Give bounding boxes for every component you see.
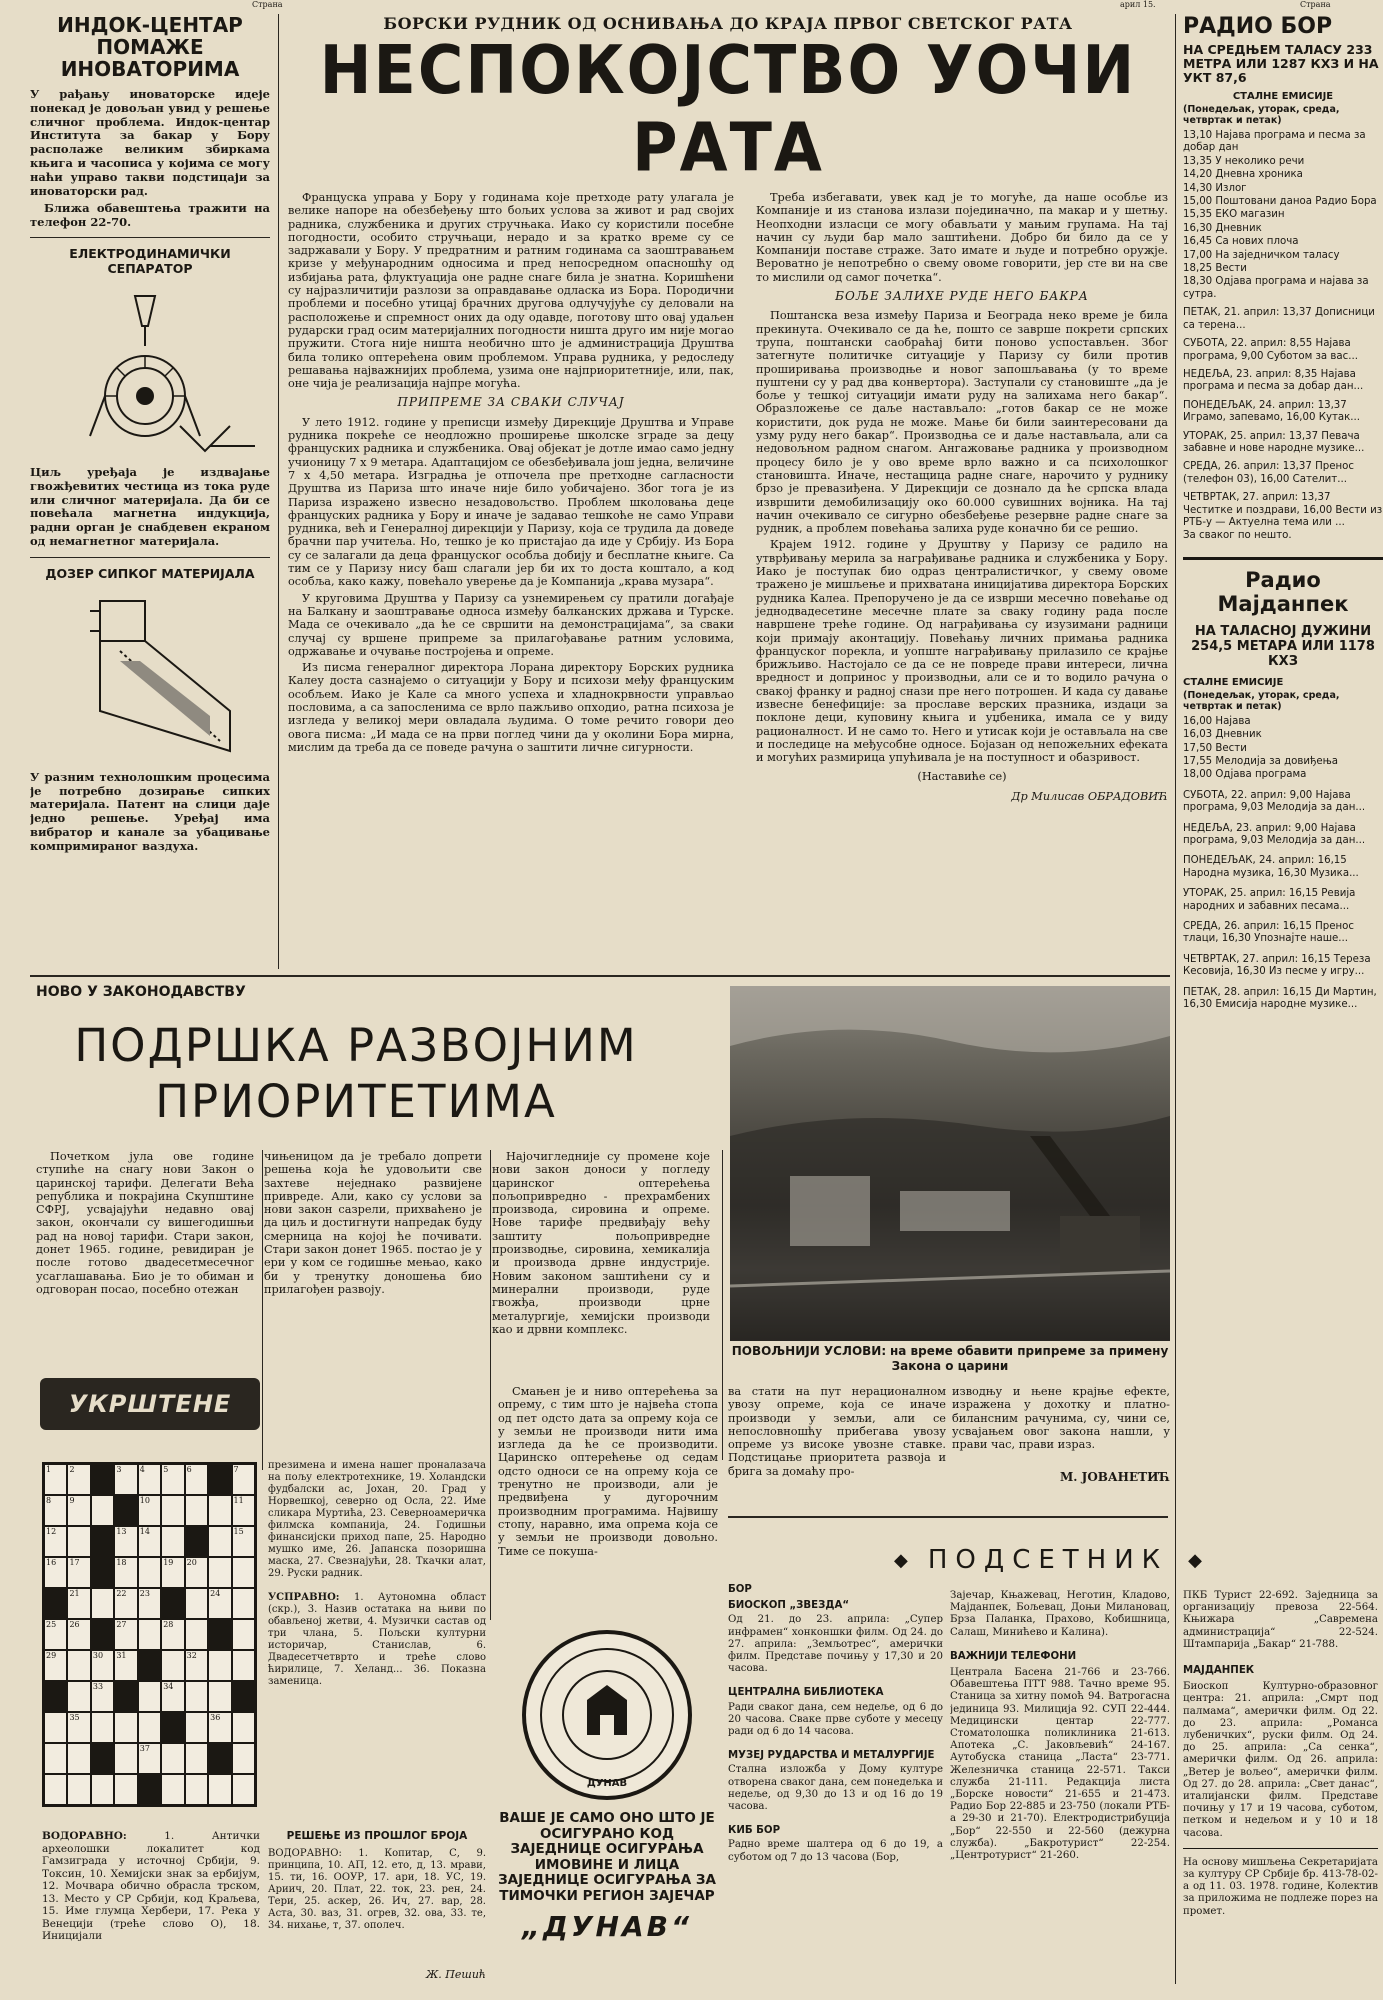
diamond-right-icon: ◆	[1188, 1549, 1202, 1571]
main-col1-p3: У круговима Друштва у Паризу са узнемирењем су пратили догађаје на Балкану и заоштравање односа између балканских држава и Турске. Мада се очекивало „да ће се свршити на демонстрацијама“, за сваки случај су вршене припреме за прилагођавање ратним условима, одржавање и очување постројења и опреме.	[288, 591, 734, 658]
crossword-black-cell	[208, 1743, 231, 1774]
crossword-cell	[161, 1526, 184, 1557]
crossword-cell	[232, 1557, 255, 1588]
crossword-cell: 35	[67, 1712, 90, 1743]
law-headline: ПОДРШКА РАЗВОЈНИМ ПРИОРИТЕТИМА	[74, 1019, 638, 1128]
crossword-cell	[161, 1743, 184, 1774]
radio-majdanpek-item: 17,55 Мелодија за довиђења	[1183, 756, 1339, 767]
law-col-1: Почетком јула ове године ступиће на снагу нови Закон о царинској тарифи. Делегати Већа република и покрајина Скупштине СФРЈ, усвајајући недавно овај закон, окончали су вишегодишњи рад на новој тарифи. Стари закон, донет 1965. године, ревидиран је после готово двадесетмесечног усаглашавања. Био је то обиман и одговоран посао, посебно отежан	[36, 1150, 254, 1296]
crossword-cell: 8	[44, 1495, 67, 1526]
law-col-5: ва стати на пут нерационалном увозу опреме, која се иначе производи у земљи, али се непословношћу прибегава увозу опреме уз високе увозне ставке. Подстицање приоритета развоја и брига за домаћу про-	[728, 1385, 946, 1478]
crossword-cell	[114, 1774, 137, 1805]
crossword-cell: 9	[67, 1495, 90, 1526]
solution-title: РЕШЕЊЕ ИЗ ПРОШЛОГ БРОЈА	[286, 1830, 468, 1842]
radio-bor-item: За сваког по нешто.	[1183, 530, 1292, 542]
solution-author: Ж. Пешић	[425, 1968, 486, 1981]
radio-majdanpek-item: СРЕДА, 26. април: 16,15 Пренос тлаци, 16,30 Упознајте наше...	[1183, 921, 1355, 945]
radio-bor-item: 17,00 На заједничком таласу	[1183, 249, 1340, 261]
radio-bor-item: 16,45 Са нових плоча	[1183, 236, 1299, 248]
pod-h: КИБ БОР	[728, 1825, 781, 1837]
crossword-cell: 3	[114, 1464, 137, 1495]
crossword-black-cell	[161, 1712, 184, 1743]
separator-illustration	[30, 286, 270, 456]
radio-bor-item: СРЕДА, 26. април: 13,37 Пренос (телефон 03), 16,00 Сателит...	[1183, 461, 1355, 485]
across-clues: 1. Антички археолошки локалитет код Гамзиграда у источној Србији, 9. Токсин, 10. Хемијски знак за ербијум, 12. Мочвара обично обрасла трском, 13. Место у СР Србији, код Краљева, 15. Име глумца Хербери, 17. Река у Венецији (треће слово О), 18. Иницијали	[42, 1830, 260, 1942]
pod-h: БОР	[728, 1584, 752, 1595]
radio-majdanpek-item: 18,00 Одјава програма	[1183, 769, 1307, 781]
crossword-cell	[91, 1495, 114, 1526]
crossword-black-cell	[114, 1495, 137, 1526]
crossword-cell: 12	[44, 1526, 67, 1557]
radio-bor-item: 13,10 Најава програма и песма за добар дан	[1183, 130, 1366, 154]
radio-majdanpek-item: ПОНЕДЕЉАК, 24. април: 16,15 Народна музика, 16,30 Музика...	[1183, 855, 1359, 879]
crossword-cell	[91, 1712, 114, 1743]
pod-t: Од 21. до 23. априла: „Супер инфрамен“ хонконшки филм. Од 24. до 27. априла: „Земљотрес“, амерички филм. Представе почињу у 17,30 и 20 часова.	[728, 1614, 943, 1675]
crossword-black-cell	[138, 1650, 161, 1681]
crossword-cell: 21	[67, 1588, 90, 1619]
main-subhead-1: ПРИПРЕМЕ ЗА СВАКИ СЛУЧАЈ	[397, 395, 625, 410]
radio-bor-frequency: НА СРЕДЊЕМ ТАЛАСУ 233 МЕТРА ИЛИ 1287 КХЗ И НА УКТ 87,6	[1183, 42, 1379, 85]
radio-bor-item: 15,35 ЕКО магазин	[1183, 209, 1285, 221]
crossword-banner	[40, 1378, 260, 1430]
radio-bor-item: 18,25 Вести	[1183, 263, 1247, 275]
podsetnik-title: ПОДСЕТНИК	[927, 1545, 1169, 1575]
crossword-cell: 25	[44, 1619, 67, 1650]
radio-bor-section: СТАЛНЕ ЕМИСИЈЕ	[1232, 91, 1334, 102]
crossword-black-cell	[44, 1588, 67, 1619]
crossword-cell	[232, 1650, 255, 1681]
radio-majdanpek-item: 16,00 Најава	[1183, 715, 1251, 727]
crossword-cell	[91, 1774, 114, 1805]
issue-fragment: арил 15.	[1120, 0, 1156, 9]
crossword-cell: 29	[44, 1650, 67, 1681]
crossword-cell	[185, 1712, 208, 1743]
crossword-cell	[208, 1650, 231, 1681]
down-clues: 1. Аутономна област (скр.), 3. Назив остатака на њиви по обављеној жетви, 4. Музички састав од три члана, 5. Пољски културни историчар, Станислав, 6. Двадесетчетврто и треће слово ћирилице, 7. Хеланд... 36. Показна заменица.	[268, 1592, 486, 1687]
crossword-cell: 16	[44, 1557, 67, 1588]
dunav-brand: „ДУНАВ“	[521, 1910, 693, 1943]
crossword-cell	[67, 1526, 90, 1557]
crossword-black-cell	[232, 1681, 255, 1712]
crossword-cell: 33	[91, 1681, 114, 1712]
pod-h: МАЈДАНПЕК	[1183, 1665, 1255, 1677]
dunav-ad	[496, 1630, 718, 1990]
crossword-cell: 27	[114, 1619, 137, 1650]
left-column	[30, 14, 270, 984]
crossword-cell: 6	[185, 1464, 208, 1495]
main-col1-p1: Француска управа у Бору у годинама које претходе рату улагала је велике напоре на обезбеђењу што бољих услова за живот и рад својих радника, службеника и других стручњака. Иако су користили посебне погодности, особито стручњаци, нерадо и за кратко време су се задржавали у Бору. У предратним и ратним годинама са заоштравањем кризе у међународним односима и пред непосредном опасношћу од избијања рата, флуктуација оне радне снаге била је знатна. Коришћени су најразличитији разлози за оправдавање одласка из Бора. Породични проблеми и посебно утицај брачних другова одлучујуће су деловали на расположење и спремност оних да оду одавде, поготову што овај удаљен рударски град осим материјалних погодности ништа друго им није могао пружити. Стога није ништа необично што је администрација Друштва била толико оптерећена овим проблемом. Управа рудника, у редоследу решавања најважнијих проблема, узима оне најприоритетније, или, пак, оне чија је реализација најпре могућа.	[288, 191, 734, 391]
dozer-title: ДОЗЕР СИПКОГ МАТЕРИЈАЛА	[45, 565, 255, 581]
radio-bor-days: (Понедељак, уторак, среда, четвртак и петак)	[1183, 104, 1340, 126]
indok-body: У рађању иноваторске идеје понекад је довољан увид у решење сличног проблема. Индок-центар Института за бакар у Бору располаже великим збиркама књига и часописа у којима се могу наћи управо такви подстицаји за иноваторски рад.	[30, 87, 270, 198]
pod-h: БИОСКОП „ЗВЕЗДА“	[728, 1600, 850, 1612]
radio-majdanpek-item: 16,03 Дневник	[1183, 729, 1262, 741]
crossword-cell	[185, 1681, 208, 1712]
crossword-cell	[67, 1774, 90, 1805]
solution-text: ВОДОРАВНО: 1. Копитар, С, 9. принципа, 10. АП, 12. ето, д, 13. мрави, 15. ти, 16. ООУР, 17. ари, 18. УС, 19. Ариич, 20. Плат, 22. ток, 23. рен, 24. Тери, 25. аскер, 26. Ич, 27. вар, 28. Аста, 30. ваз, 31. огрев, 32. ова, 33. те, 34. нихање, т, 37. ополеч.	[268, 1848, 486, 1931]
crossword-cell	[91, 1588, 114, 1619]
crossword-cell: 11	[232, 1495, 255, 1526]
radio-majdanpek-item: СУБОТА, 22. април: 9,00 Најава програма, 9,03 Мелодија за дан...	[1183, 789, 1366, 814]
radio-majdanpek-list	[1183, 716, 1383, 1012]
radio-bor-list	[1183, 130, 1383, 543]
main-kicker: БОРСКИ РУДНИК ОД ОСНИВАЊА ДО КРАЈА ПРВОГ СВЕТСКОГ РАТА	[383, 14, 1073, 33]
pod-t: Стална изложба у Дому културе отворена сваког дана, сем понедељка и недеље, од 9,30 до 13 и од 16 до 19 часова.	[728, 1764, 943, 1813]
crossword-black-cell	[138, 1774, 161, 1805]
crossword-cell	[138, 1619, 161, 1650]
crossword-cell	[67, 1743, 90, 1774]
main-col2-p1: Треба избегавати, увек кад је то могуће, да наше особље из Компаније и из станова излази појединачно, па макар и у шетњу. Неопходни изласци се могу обављати у мањим групама. На тај начин су људи бар мало заштићени. Добро би било да се у Компанији поставе страже. Зато имате и људе и потребно оружје. Вероватно је непотребно о свему овоме говорити, јер сте ви на све то мислили од самог почетка“.	[756, 191, 1168, 284]
crossword-cell	[44, 1712, 67, 1743]
crossword-cell: 26	[67, 1619, 90, 1650]
crossword-cell: 32	[185, 1650, 208, 1681]
crossword-cell: 13	[114, 1526, 137, 1557]
main-article	[288, 14, 1168, 969]
pod-t: ПКБ Турист 22-692. Заједница за организацију превоза 22-564. Књижара „Савремена администрација“ 22-524. Штампарија „Бакар“ 21-788.	[1183, 1590, 1378, 1650]
radio-majdanpek-title: Радио Мајданпек	[1217, 567, 1349, 616]
radio-bor-item: ПОНЕДЕЉАК, 24. април: 13,37 Играмо, запевамо, 16,00 Кутак...	[1183, 399, 1361, 424]
crossword-cell	[138, 1557, 161, 1588]
diamond-left-icon: ◆	[894, 1549, 908, 1571]
crossword-cell	[232, 1712, 255, 1743]
crossword-cell: 4	[138, 1464, 161, 1495]
crossword-cell	[161, 1495, 184, 1526]
crossword-cell	[114, 1743, 137, 1774]
crossword-cell: 23	[138, 1588, 161, 1619]
crossword-black-cell	[161, 1588, 184, 1619]
crossword-cell	[161, 1774, 184, 1805]
podsetnik-col-2	[950, 1590, 1170, 1990]
crossword-cell	[232, 1619, 255, 1650]
pod-t: Зајечар, Књажевац, Неготин, Кладово, Мајданпек, Бољевац, Доњи Милановац, Брза Паланка, Прахово, Кобишница, Салаш, Минићево и Калина).	[950, 1590, 1170, 1638]
pod-t: Ради сваког дана, сем недеље, од 6 до 20 часова. Сваке прве суботе у месецу ради од 6 до 14 часова.	[728, 1701, 943, 1738]
main-col1-p4: Из писма генералног директора Лорана директору Борских рудника Калеу доста сазнајемо о ситуацији у Бору и психози међу француским особљем. Иако је Кале са много успеха и хладнокрвности управљао пословима, а са запосленима се врло пажљиво опходио, ратна психоза је изгледа у великој мери овладала људима. О томе речито говори део овога писма: „И мада се на први поглед чини да у околини Бора мирна, мислим да треба да се поведе рачуна о заштити личне сигурности.	[288, 661, 734, 754]
crossword-cell: 14	[138, 1526, 161, 1557]
crossword-cell	[44, 1743, 67, 1774]
law-col-4: Смањен је и ниво оптерећења за опрему, с тим што је највећа стопа од пет одсто дата за опрему која се у земљи не производи нити има изгледа да ће се производити. Царинско оптерећење од седам одсто односи се на опрему која се тренутно не производи, али је предвиђена у дугорочним производним програмима. Највишу стопу, наравно, има опрема која се у земљи не производи довољно. Тиме се покуша-	[498, 1385, 718, 1558]
crossword-black-cell	[208, 1619, 231, 1650]
radio-majdanpek-section: СТАЛНЕ ЕМИСИЈЕ	[1183, 676, 1284, 688]
radio-majdanpek-item: НЕДЕЉА, 23. април: 9,00 Најава програма, 9,03 Мелодија за дан...	[1183, 822, 1366, 847]
crossword-cell: 34	[161, 1681, 184, 1712]
across-label: ВОДОРАВНО:	[42, 1830, 127, 1842]
dozer-illustration	[30, 591, 270, 761]
crossword-black-cell	[91, 1464, 114, 1495]
crossword-cell	[208, 1774, 231, 1805]
main-col2-p2: Поштанска веза између Париза и Београда неко време је била прекинута. Очекивало се да ће, пошто се заврше покрети српских трупа, поштански саобраћај бити поново успостављен. Због затегнуте политичке ситуације у Паризу су били против проширивања производње и новог запошљавања (у то време пуштени су у рад два конвертора). Заступали су становиште „да је боље у тешкој ситуацији имати руду на залихама него бакар“. Образложење се даље настављало: „готов бакар се не може користити, док руда не може. Мање би били заинтересовани да узму руду него бакар“. Производња се и даље настављала, али са недовољном радном снагом. Ангажовање радника у производном процесу било је у ово време врло важно и са психолошког становишта. Иначе, нестащица радне снаге, нарочито у руднику брзо је превазиђена. У Дирекцији се дознало да ће српска влада извршити демобилизацију око 60.000 сувишних војника. На тај начин очекивало се сигурно обезбеђење резервне радне снаге за рудник, а проблем повећања залиха руде коначно би се решио.	[756, 309, 1168, 536]
indok-note: Ближа обавештења тражити на телефон 22-70.	[30, 201, 270, 229]
law-col-3: Најочигледније су промене које нови закон доноси у погледу царинског оптерећења пољопривредно - прехрамбених производа, сировина и опреме. Нове тарифе предвиђају већу заштиту пољопривредне производње, сировина, хемикалија и производа дрвне индустрије. Новим законом заштићени су и минерални производи, руде гвожђа, производи црне металургије, хемијски производи као и дрвни комплекс.	[492, 1150, 710, 1336]
radio-bor-item: 16,30 Дневник	[1183, 222, 1262, 234]
radio-column	[1183, 14, 1383, 1294]
crossword-black-cell	[185, 1526, 208, 1557]
crossword-across	[42, 1830, 260, 1990]
crossword-cell: 36	[208, 1712, 231, 1743]
crossword-clues: презимена и имена нашег проналазача на пољу електротехнике, 19. Холандски фудбалски ас, Јохан, 20. Град у Норвешкој, северно од Осла, 22. Име сликара Муртића, 23. Северноамеричка филмска компанија, 24. Годишњи финансијски приход папе, 25. Народно мушко име, 26. Јапанска позоришна маска, 27. Свезнајући, 28. Ткачки алат, 29. Руски радник.	[268, 1460, 486, 1579]
crossword-black-cell	[91, 1526, 114, 1557]
crossword-black-cell	[44, 1681, 67, 1712]
crossword-cell	[208, 1495, 231, 1526]
crossword-cell: 5	[161, 1464, 184, 1495]
crossword-cell: 30	[91, 1650, 114, 1681]
law-kicker: НОВО У ЗАКОНОДАВСТВУ	[36, 984, 246, 1000]
pod-t: Централа Басена 21-766 и 23-766. Обавештења ПТТ 988. Тачно време 95. Станица за хитну помоћ 94. Ватрогасна јединица 93. Милиција 92. СУП 22-444. Медицински центар 22-777. Стоматолошка поликлиника 21-613. Апотека „С. Јаковљевић“ 24-167. Аутобуска станица „Ласта“ 23-771. Железничка станица 22-571. Такси службa 21-111. Редакција листа „Борске новости“ 21-655 и 21-473. Радио Бор 22-885 и 23-750 (локали РТБ-а 29-30 и 21-70). Електродистрибуција „Бор“ 22-550 и 22-560 (дежурна служба). „Бакротурист“ 22-254. „Центротурист“ 21-260.	[950, 1667, 1170, 1862]
crossword-cell	[185, 1588, 208, 1619]
radio-bor-item: 14,20 Дневна хроника	[1183, 169, 1303, 181]
radio-bor-item: ПЕТАК, 21. април: 13,37 Дописници са терена...	[1183, 307, 1375, 331]
main-author: Др Милисав ОБРАДОВИЋ	[1011, 789, 1168, 803]
pod-t: На основу мишљења Секретаријата за културу СР Србије бр. 413-78-02-а од 11. 03. 1978. године, Колектив за приложима не подлеже порез на промет.	[1183, 1856, 1378, 1917]
radio-majdanpek-item: ЧЕТВРТАК, 27. април: 16,15 Тереза Кесовија, 16,30 Из песме у игру...	[1183, 953, 1371, 978]
crossword-cell	[185, 1743, 208, 1774]
crossword-down	[268, 1592, 486, 1712]
crossword-cell: 22	[114, 1588, 137, 1619]
main-col2-p3: Крајем 1912. године у Друштву у Паризу се радило на утврђивању мерила за награђивање радника и службеника у Бору. Иако је поступак био одраз централистичког, у свему овоме тражено је мишљење и прихватана иницијатива директора Борских рудника Калеа. Препоручено је да се изврши месечно повећање од једнодвадесетине месечне плате за сваку годину рада после навршене треће године. Од награђивања су изузимани радници који примају аконтацију. Повећању личних примања радника француског порекла, и уопште награђивању прилазило се крајње брижљиво. Настојало се да се не повреде прави интереси, лична вредност и допринос у производњи, али се и то водило рачуна о свакој франку и радној снази пре него потрошен. И када су давање извесне бенефиције: за прославе верских празника, издаци за поклоне деци, куповину књига и уџбеника, имала се у виду рационалност. И не само то. Него и утисак који је остављала на све и последице на међусобне односе. Бојазан од непожељних ефеката и могућих размирица упућивала је на поступност и обазривост.	[756, 538, 1168, 765]
pod-h: ВАЖНИЈИ ТЕЛЕФОНИ	[950, 1650, 1077, 1662]
main-col-1	[288, 191, 734, 803]
podsetnik-col-3	[1183, 1590, 1378, 1990]
dozer-text: У разним технолошким процесима је потребно дозирање сипких материјала. Патент на слици даје једно решење. Уређај има вибратор и канале за убацивање компримираног ваздуха.	[30, 769, 270, 853]
crossword-black-cell	[91, 1619, 114, 1650]
crossword-cell	[185, 1495, 208, 1526]
crossword-cell: 37	[138, 1743, 161, 1774]
crossword-cell: 7	[232, 1464, 255, 1495]
page-marker-left: Страна	[252, 0, 283, 9]
crossword-cell	[67, 1681, 90, 1712]
crossword-cell	[161, 1650, 184, 1681]
crossword-black-cell	[91, 1743, 114, 1774]
crossword-cell: 17	[67, 1557, 90, 1588]
crossword-cell: 28	[161, 1619, 184, 1650]
caption-bold: ПОВОЉНИЈИ УСЛОВИ:	[731, 1344, 887, 1358]
law-article	[36, 984, 726, 1344]
podsetnik-header	[728, 1540, 1368, 1580]
radio-majdanpek-item: УТОРАК, 25. април: 16,15 Ревија народних и забавних песама...	[1183, 888, 1356, 912]
crossword-cell	[208, 1557, 231, 1588]
crossword-cell: 15	[232, 1526, 255, 1557]
radio-bor-item: НЕДЕЉА, 23. април: 8,35 Најава програма и песма за добар дан...	[1183, 368, 1364, 393]
continued-note: (Наставиће се)	[917, 770, 1007, 784]
radio-bor-item: СУБОТА, 22. април: 8,55 Најава програма, 9,00 Суботом за вас...	[1183, 338, 1358, 362]
crossword-grid	[42, 1462, 257, 1807]
radio-bor-item: 13,35 У неколико речи	[1183, 155, 1305, 167]
separator-text: Циљ уређаја је издвајање гвожђевитих честица из тока руде или сличног материјала. Да би се повећала магнетна индукција, радни орган је снабдевен екраном од немагнетног материјала.	[30, 464, 270, 548]
radio-majdanpek-item: 17,50 Вести	[1183, 742, 1247, 754]
dunav-stamp	[522, 1630, 692, 1800]
law-author: М. ЈОВАНЕТИЋ	[1060, 1470, 1170, 1484]
page-marker-right: Страна	[1300, 0, 1331, 9]
radio-majdanpek-frequency: НА ТАЛАСНОЈ ДУЖИНИ 254,5 МЕТАРА ИЛИ 1178 КХЗ	[1191, 623, 1375, 669]
main-col1-p2: У лето 1912. године у преписци између Дирекције Друштва и Управе рудника покреће се неодложно проширење школске зграде за децу француских радника и службеника. Овај објекат је дотле имао само једну учионицу 7 х 9 метара. Адаптацијом се обезбеђивала још једна, величине 7 х 4,50 метара. Изградња је отпочела пре претходне сагласности Друштва из Париза што иначе није било уобичајено. Због тога је из Париза изражено извесно незадовољство. Проблем школовања деце француских радника у Бору и иначе је задавао тешкоће не само Управи рудника, већ и Генералној дирекцији у Паризу, која се трудила да доведе брачни пар учитеља. Но, тешко је ко пристајао да иде у Србију. Из Бора су се залагали да деца француског особља добију и бесплатне књиге. Са тим се у Паризу нису баш слагали јер би их то доста коштало, а код особља, како кажу, повећало уверење да је Компанија „крава музара“.	[288, 415, 734, 589]
photo-caption	[730, 1344, 1170, 1378]
crossword-cell: 24	[208, 1588, 231, 1619]
crossword-cell	[114, 1712, 137, 1743]
caption-text: на време обавити припреме за примену Закона о царини	[889, 1344, 1169, 1373]
radio-bor-item: 15,00 Поштовани даноа Радио Бора	[1183, 196, 1377, 208]
crossword-cell	[67, 1650, 90, 1681]
radio-bor-title: РАДИО БОР	[1183, 14, 1333, 39]
crossword-cell	[138, 1712, 161, 1743]
crossword-cell: 18	[114, 1557, 137, 1588]
down-label: УСПРАВНО:	[268, 1592, 340, 1603]
crossword-cell	[185, 1619, 208, 1650]
crossword-cell: 31	[114, 1650, 137, 1681]
crossword-banner-text: УКРШТЕНЕ	[68, 1390, 232, 1418]
crossword-cell: 20	[185, 1557, 208, 1588]
dunav-stamp-text: ДУНАВ	[586, 1778, 628, 1789]
crossword-cell	[208, 1681, 231, 1712]
pod-t: Биоскоп Културно-образовног центра: 21. априла: „Смрт под палмама“, амерички филм. Од 22. до 23. априла: „Романса лубеничких“, руски филм. Од 24. до 25. априла: „Са сенка“, амерички филм. Од 26. априла: „Ветер је вољео“, амерички филм. Од 27. до 28. априла: „Свет данас“, италијански филм. Представе почињу у 17 и 19 часова, суботом, петком и недељом и у 10 и 18 часова.	[1183, 1681, 1378, 1839]
radio-bor-item: УТОРАК, 25. април: 13,37 Певача забавне и нове народне музике...	[1183, 430, 1365, 454]
radio-majdanpek-days: (Понедељак, уторак, среда, четвртак и петак)	[1183, 689, 1340, 712]
crossword-cell	[138, 1681, 161, 1712]
crossword-cell	[208, 1526, 231, 1557]
separator-title: ЕЛЕКТРОДИНАМИЧКИ СЕПАРАТОР	[69, 245, 231, 276]
law-col-2: чињеницом да је требало допрети решења која ће удовољити све захтеве неједнако развијене привреде. Али, како су услови за нови закон сазрели, прихваћено је да циљ и достигнути напредак буду смерница на којој ће почивати. Стари закон донет 1965. постао је у ери у ком се годишње мењао, како би у тренутку доношења био прилагођен развоју.	[264, 1150, 482, 1296]
crossword-cell: 10	[138, 1495, 161, 1526]
photo-port	[730, 986, 1170, 1341]
radio-bor-item: 18,30 Одјава програма и најава за сутра.	[1183, 276, 1369, 300]
main-headline: НЕСПОКОЈСТВО УОЧИ РАТА	[319, 30, 1137, 187]
main-col-2	[756, 191, 1168, 803]
crossword-cell: 1	[44, 1464, 67, 1495]
law-col-6: изводњу и њене крајње ефекте, изражена у дохотку и платно-билансним рачунима, су, чини се, усвајањем овог закона нашли, у прави час, прави израз.	[952, 1385, 1170, 1452]
crossword-black-cell	[91, 1557, 114, 1588]
dunav-headline: ВАШЕ ЈЕ САМО ОНО ШТО ЈЕ ОСИГУРАНО КОД ЗАЈЕДНИЦЕ ОСИГУРАЊА ИМОВИНЕ И ЛИЦА ЗАЈЕДНИЦЕ ОСИГУРАЊА ЗА ТИМОЧКИ РЕГИОН ЗАЈЕЧАР	[498, 1810, 716, 1904]
main-subhead-2: БОЉЕ ЗАЛИХЕ РУДЕ НЕГО БАКРА	[835, 289, 1089, 304]
radio-majdanpek-item: ПЕТАК, 28. април: 16,15 Ди Мартин, 16,30 Емисија народне музике...	[1183, 986, 1377, 1011]
pod-t: Радно време шалтера од 6 до 19, а суботом од 7 до 13 часова (Бор,	[728, 1839, 943, 1863]
pod-h: МУЗЕЈ РУДАРСТВА И МЕТАЛУРГИЈЕ	[728, 1750, 935, 1762]
crossword-black-cell	[208, 1464, 231, 1495]
indok-headline: ИНДОК-ЦЕНТАР ПОМАЖЕ ИНОВАТОРИМА	[57, 14, 243, 81]
crossword-cell	[232, 1588, 255, 1619]
radio-bor-item: ЧЕТВРТАК, 27. април: 13,37 Честитке и поздрави, 16,00 Вести из РТБ-у — Актуелна тема или ...	[1183, 492, 1383, 528]
crossword-cell: 2	[67, 1464, 90, 1495]
crossword-cell	[232, 1774, 255, 1805]
podsetnik-col-1	[728, 1580, 943, 1990]
crossword-cell	[232, 1743, 255, 1774]
crossword-cell	[185, 1774, 208, 1805]
crossword-black-cell	[114, 1681, 137, 1712]
radio-bor-item: 14,30 Излог	[1183, 182, 1247, 194]
crossword-cell: 19	[161, 1557, 184, 1588]
pod-h: ЦЕНТРАЛНА БИБЛИОТЕКА	[728, 1687, 884, 1699]
crossword-cell	[44, 1774, 67, 1805]
